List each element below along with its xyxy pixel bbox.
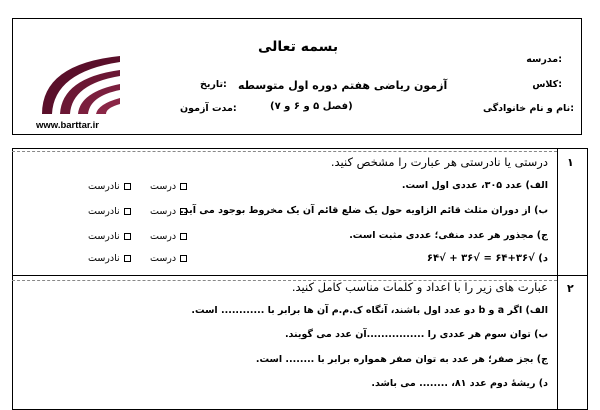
q1c-false-checkbox[interactable] xyxy=(124,233,131,240)
exam-chapters: (فصل ۵ و ۶ و ۷) xyxy=(270,101,353,112)
school-label: مدرسه: xyxy=(526,54,562,65)
q1-item-c: ج) مجذور هر عدد منفی؛ عددی مثبت است. xyxy=(349,230,548,241)
q1d-false-checkbox[interactable] xyxy=(124,255,131,262)
q1d-true-label: درست xyxy=(150,253,177,264)
table-top-dashed-line xyxy=(12,151,557,152)
duration-label: مدت آزمون: xyxy=(180,103,237,114)
question-1-number: ۱ xyxy=(567,156,574,169)
exam-title: آزمون ریاضی هفتم دوره اول متوسطه xyxy=(238,79,448,92)
q1c-true-checkbox[interactable] xyxy=(180,233,187,240)
question-1-instruction: درستی یا نادرستی هر عبارت را مشخص کنید. xyxy=(330,155,548,169)
question-2-instruction: عبارت های زیر را با اعداد و کلمات مناسب کامل کنید. xyxy=(291,280,548,294)
q1b-false-label: نادرست xyxy=(88,206,120,217)
q1b-false-checkbox[interactable] xyxy=(124,208,131,215)
number-column-divider xyxy=(557,148,558,410)
q2-item-c: ج) بجز صفر؛ هر عدد به توان صفر همواره برابر با ........ است. xyxy=(255,354,548,365)
question-divider xyxy=(12,275,588,276)
q1-item-b: ب) از دوران مثلث قائم الزاویه حول یک ضلع قائم آن یک مخروط بوجود می آید. xyxy=(180,205,548,216)
q1a-false-checkbox[interactable] xyxy=(124,183,131,190)
name-label: نام و نام خانوادگی: xyxy=(482,103,574,114)
q1d-true-option[interactable] xyxy=(150,253,187,264)
q1a-true-label: درست xyxy=(150,181,177,192)
q1d-false-label: نادرست xyxy=(88,253,120,264)
class-label: کلاس: xyxy=(532,79,562,90)
q1b-true-checkbox[interactable] xyxy=(180,208,187,215)
q1-item-a: الف) عدد ۳۰۵، عددی اول است. xyxy=(401,180,548,191)
q1d-false-option[interactable] xyxy=(88,253,131,264)
q1a-true-option[interactable] xyxy=(150,181,187,192)
q1c-false-option[interactable] xyxy=(88,231,131,242)
q1c-false-label: نادرست xyxy=(88,231,120,242)
q2-item-d: د) ریشهٔ دوم عدد ۸۱، ........ می باشد. xyxy=(371,378,548,389)
q1-item-d: د) √۳۶+۶۴ = √۳۶ + √۶۴ xyxy=(426,253,548,264)
q1a-false-option[interactable] xyxy=(88,181,131,192)
q1b-true-option[interactable] xyxy=(150,206,187,217)
bismillah-heading: بسمه تعالی xyxy=(258,39,339,55)
q1d-true-checkbox[interactable] xyxy=(180,255,187,262)
date-label: تاریخ: xyxy=(200,79,227,90)
q1a-true-checkbox[interactable] xyxy=(180,183,187,190)
question-2-number: ۲ xyxy=(567,282,574,295)
q1b-true-label: درست xyxy=(150,206,177,217)
website-url: www.barttar.ir xyxy=(36,120,99,131)
q1c-true-label: درست xyxy=(150,231,177,242)
q2-item-b: ب) توان سوم هر عددی را ................آن عدد می گویند. xyxy=(284,329,548,340)
barttar-logo xyxy=(34,50,126,116)
q1c-true-option[interactable] xyxy=(150,231,187,242)
q1a-false-label: نادرست xyxy=(88,181,120,192)
q2-item-a: الف) اگر a و b دو عدد اول باشند، آنگاه ک.م.م آن ها برابر با ............ است. xyxy=(191,305,548,316)
q1b-false-option[interactable] xyxy=(88,206,131,217)
